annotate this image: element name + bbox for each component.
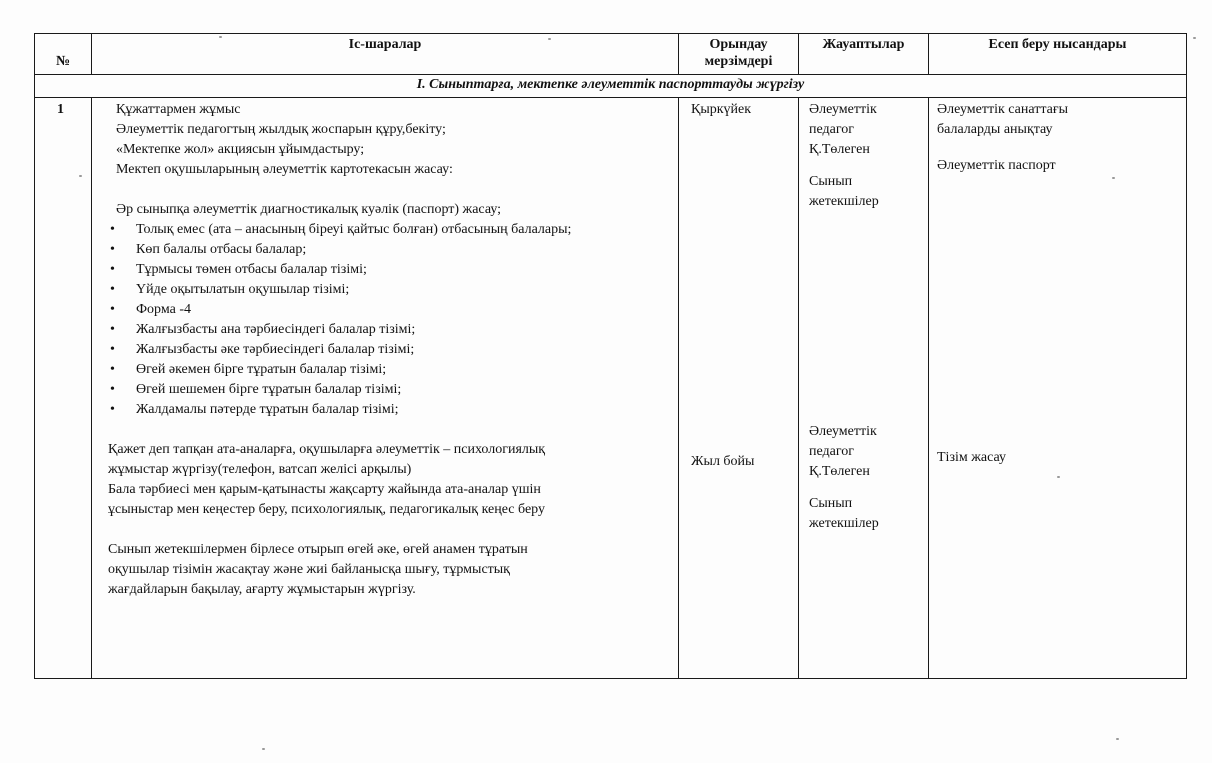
report-form: Тізім жасау [937, 450, 1006, 465]
list-item: • Толық емес (ата – анасының біреуі қайтыс болған) отбасының балалары; [110, 220, 674, 240]
row-number: 1 [35, 98, 92, 679]
list-item: • Өгей әкемен бірге тұратын балалар тізімі; [110, 360, 674, 380]
bullet-icon: • [110, 302, 115, 317]
activities-cell [92, 98, 679, 679]
deadline-cell [679, 98, 799, 679]
header-responsible: Жауаптылар [799, 34, 929, 75]
report-form: Әлеуметтік паспорт [937, 158, 1056, 173]
bullet-icon: • [110, 242, 115, 257]
bullet-icon: • [110, 262, 115, 277]
responsible-person: Қ.Төлеген [809, 142, 870, 157]
bullet-icon: • [110, 402, 115, 417]
header-deadline: Орындау мерзімдері [679, 34, 799, 75]
list-item: • Өгей шешемен бірге тұратын балалар тізімі; [110, 380, 674, 400]
list-item: • Жалғызбасты ана тәрбиесіндегі балалар тізімі; [110, 320, 674, 340]
table-row [35, 98, 1187, 679]
activity-paragraph: Қажет деп тапқан ата-аналарға, оқушыларға әлеуметтік – психологиялық жұмыстар жүргізу(телефон, ватсап желісі арқылы) Бала тәрбиесі мен қарым-қатынасты жақсарту жайында ата-аналар үшін ұсыныстар мен кеңестер беру, психологиялық, педагогикалық кеңес беру [108, 442, 546, 517]
list-item: • Жалдамалы пәтерде тұратын балалар тізімі; [110, 400, 674, 420]
list-item: • Жалғызбасты әке тәрбиесіндегі балалар тізімі; [110, 340, 674, 360]
responsible-role: Әлеуметтік [809, 424, 877, 439]
activity-plan-table [34, 33, 1187, 679]
activity-paragraph: Сынып жетекшілермен бірлесе отырып өгей әке, өгей анамен тұратын оқушылар тізімін жасақтау және жиі байланысқа шығу, тұрмыстық жағдайларын бақылау, ағарту жұмыстарын жүргізу. [108, 542, 528, 597]
responsible-teachers: Сынып [809, 174, 853, 189]
activity-line: «Мектепке жол» акциясын ұйымдастыру; [116, 142, 365, 157]
activity-line: Әлеуметтік педагогтың жылдық жоспарын құру,бекіту; [116, 122, 446, 137]
activity-line: Құжаттармен жұмыс [116, 102, 241, 117]
report-form: Әлеуметтік санаттағы [937, 102, 1068, 117]
section-row [35, 75, 1187, 98]
deadline-value: Қыркүйек [691, 102, 752, 117]
activity-line: Мектеп оқушыларының әлеуметтік картотекасын жасау: [116, 162, 453, 177]
bullet-icon: • [110, 322, 115, 337]
bullet-icon: • [110, 382, 115, 397]
responsible-cell: Әлеуметтік педагог Қ.Төлеген Сынып жетекшілер Әлеуметтік педагог Қ.Төлеген Сынып жетекшілер [799, 98, 929, 679]
list-item: • Тұрмысы төмен отбасы балалар тізімі; [110, 260, 674, 280]
header-number: № [35, 34, 92, 75]
bullet-icon: • [110, 362, 115, 377]
header-report-forms: Есеп беру нысандары [929, 34, 1187, 75]
deadline-value: Жыл бойы [691, 454, 755, 469]
report-cell: Әлеуметтік санаттағы балаларды анықтау Әлеуметтік паспорт Тізім жасау [929, 98, 1187, 679]
responsible-teachers: Сынып [809, 496, 853, 511]
bullet-icon: • [110, 282, 115, 297]
header-activities: Іс-шаралар [92, 34, 679, 75]
responsible-person: Қ.Төлеген [809, 464, 870, 479]
section-title: І. Сыныптарға, мектепке әлеуметтік паспорттауды жүргізу [35, 75, 1187, 98]
list-item: • Үйде оқытылатын оқушылар тізімі; [110, 280, 674, 300]
diagnostic-line: Әр сыныпқа әлеуметтік диагностикалық куәлік (паспорт) жасау; [116, 202, 502, 217]
responsible-role: Әлеуметтік [809, 102, 877, 117]
bullet-icon: • [110, 222, 115, 237]
bullet-icon: • [110, 342, 115, 357]
category-list [110, 220, 674, 420]
list-item: • Көп балалы отбасы балалар; [110, 240, 674, 260]
table-header-row [35, 34, 1187, 75]
list-item: • Форма -4 [110, 300, 674, 320]
